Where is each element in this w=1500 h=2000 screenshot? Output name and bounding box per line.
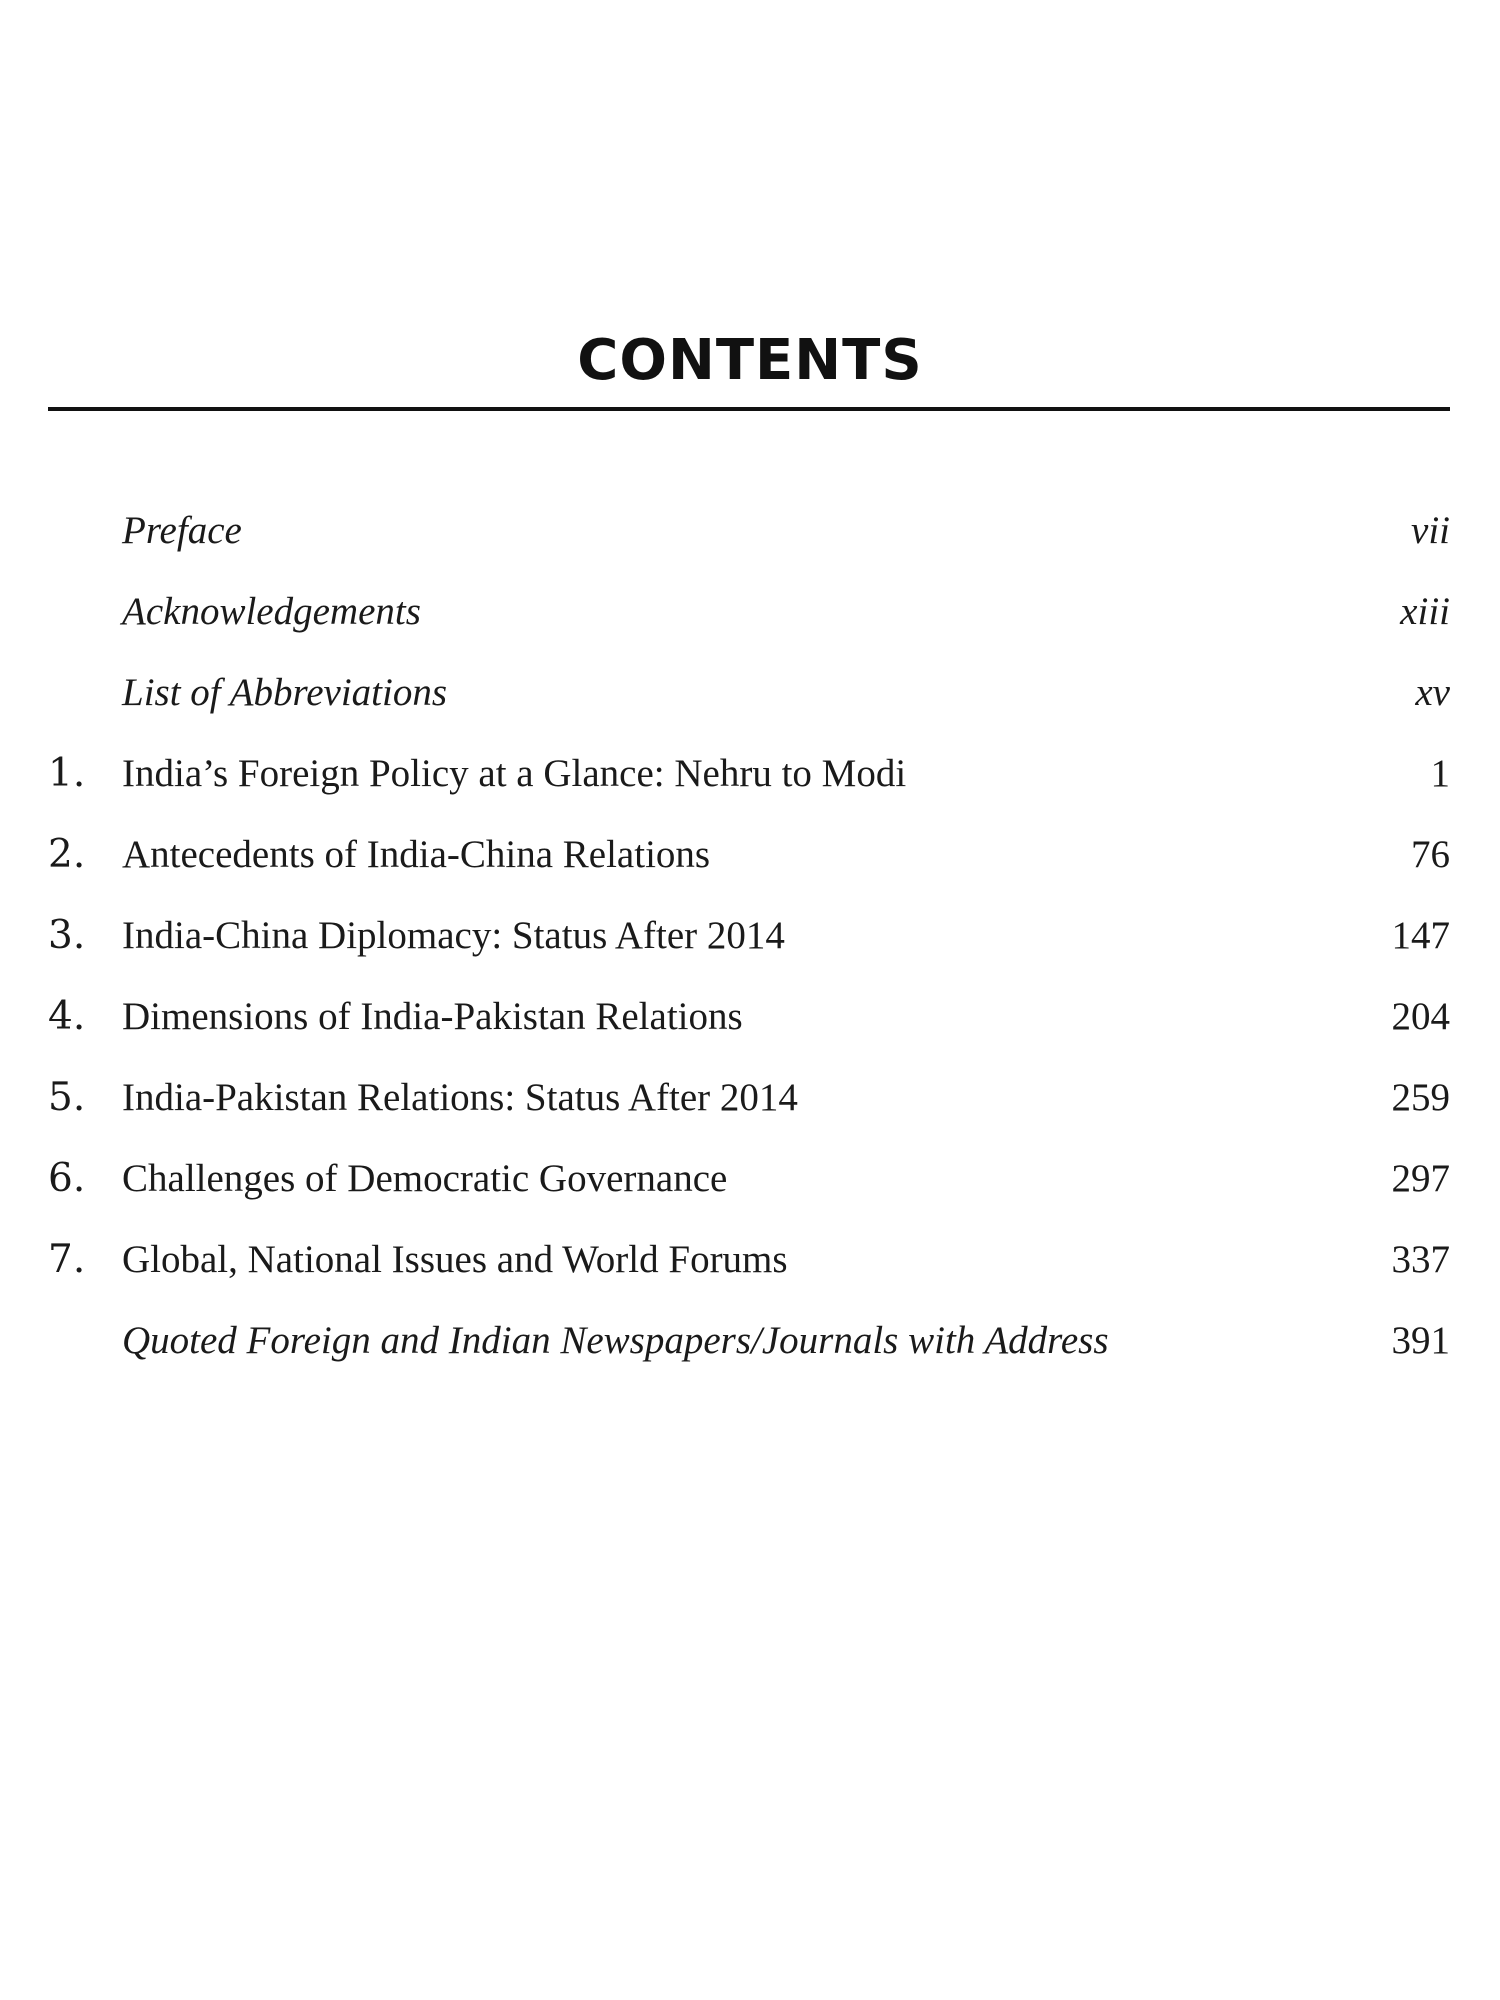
toc-entry-chapter-1: [0, 733, 1500, 814]
toc-entry-page: 147: [1391, 914, 1450, 957]
toc-entry-title: Challenges of Democratic Governance: [122, 1157, 728, 1200]
toc-entry-title: India-Pakistan Relations: Status After 2014: [122, 1076, 798, 1119]
toc-entry-chapter-7: [0, 1219, 1500, 1300]
toc-entry-title: Dimensions of India-Pakistan Relations: [122, 995, 743, 1038]
toc-entry-title: Acknowledgements: [122, 590, 421, 633]
toc-entry-newspapers: [0, 1300, 1500, 1381]
toc-entry-page: xiii: [1400, 590, 1450, 633]
toc-entry-number: 5.: [48, 1075, 86, 1120]
toc-entry-page: 259: [1391, 1076, 1450, 1119]
toc-entry-page: vii: [1411, 509, 1450, 552]
toc-entry-chapter-3: [0, 895, 1500, 976]
toc-entry-chapter-4: [0, 976, 1500, 1057]
toc-entry-chapter-5: [0, 1057, 1500, 1138]
toc-entry-title: Global, National Issues and World Forums: [122, 1238, 788, 1281]
toc-entry-number: 6.: [48, 1156, 86, 1201]
toc-list: [0, 490, 1500, 1381]
toc-entry-preface: [0, 490, 1500, 571]
toc-entry-title: List of Abbreviations: [122, 671, 448, 714]
toc-entry-number: 2.: [48, 832, 86, 877]
toc-entry-number: 1.: [48, 751, 86, 796]
toc-entry-title: India-China Diplomacy: Status After 2014: [122, 914, 785, 957]
toc-entry-title: Preface: [122, 509, 242, 552]
toc-entry-chapter-6: [0, 1138, 1500, 1219]
toc-entry-number: 3.: [48, 913, 86, 958]
toc-entry-chapter-2: [0, 814, 1500, 895]
toc-entry-page: 204: [1391, 995, 1450, 1038]
toc-entry-number: 7.: [48, 1237, 86, 1282]
page-title: CONTENTS: [577, 328, 923, 393]
title-rule: [48, 407, 1450, 411]
toc-entry-page: 337: [1391, 1238, 1450, 1281]
toc-entry-page: xv: [1415, 671, 1450, 714]
toc-entry-title: India’s Foreign Policy at a Glance: Nehru to Modi: [122, 752, 907, 795]
toc-entry-title: Quoted Foreign and Indian Newspapers/Journals with Address: [122, 1319, 1109, 1362]
toc-entry-title: Antecedents of India-China Relations: [122, 833, 711, 876]
toc-entry-number: 4.: [48, 994, 86, 1039]
toc-entry-page: 1: [1430, 752, 1450, 795]
toc-entry-abbreviations: [0, 652, 1500, 733]
toc-entry-acknowledgements: [0, 571, 1500, 652]
toc-entry-page: 297: [1391, 1157, 1450, 1200]
toc-entry-page: 76: [1411, 833, 1450, 876]
toc-entry-page: 391: [1391, 1319, 1450, 1362]
